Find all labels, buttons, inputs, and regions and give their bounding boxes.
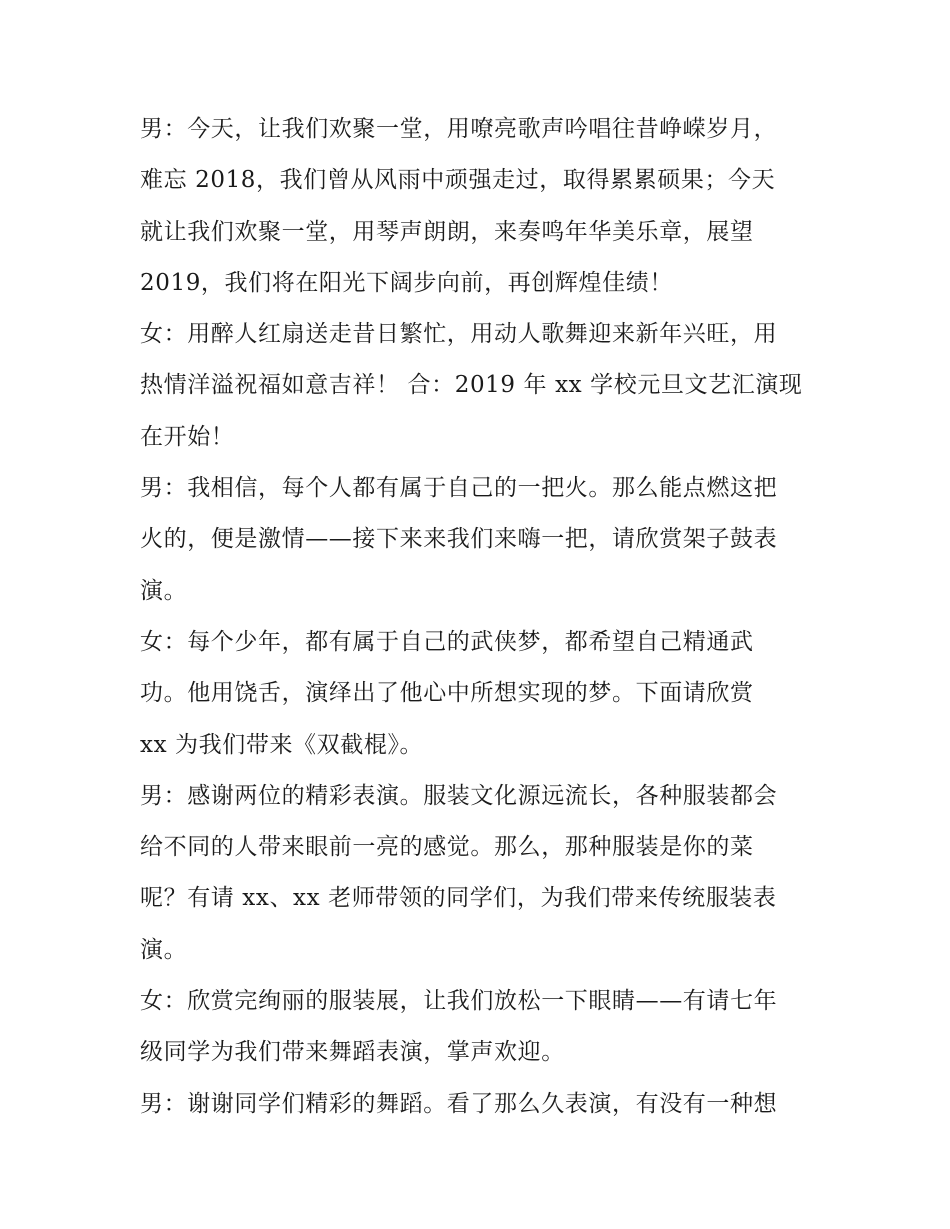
text-line: 女：欣赏完绚丽的服装展，让我们放松一下眼睛——有请七年 [140, 988, 778, 1015]
text-line: 男：今天，让我们欢聚一堂，用嘹亮歌声吟唱往昔峥嵘岁月， [140, 116, 778, 142]
paragraph-male-costume [140, 771, 816, 976]
text-line: 热情洋溢祝福如意吉祥！ 合：2019 年 xx 学校元旦文艺汇演现 [140, 372, 803, 399]
text-line: xx 为我们带来《双截棍》。 [140, 731, 424, 758]
text-line: 女：用醉人红扇送走昔日繁忙，用动人歌舞迎来新年兴旺，用 [140, 321, 778, 348]
text-line: 男：感谢两位的精彩表演。服装文化源远流长，各种服装都会 [140, 782, 778, 809]
text-line: 2019，我们将在阳光下阔步向前，再创辉煌佳绩！ [140, 269, 673, 296]
text-line: 男：谢谢同学们精彩的舞蹈。看了那么久表演，有没有一种想 [140, 1090, 778, 1117]
text-line: 火的，便是激情——接下来来我们来嗨一把，请欣赏架子鼓表 [140, 526, 778, 553]
paragraph-male-closing [140, 1079, 816, 1130]
text-line: 难忘 2018，我们曾从风雨中顽强走过，取得累累硕果；今天 [140, 167, 776, 194]
text-line: 演。 [140, 577, 188, 604]
text-line: 给不同的人带来眼前一亮的感觉。那么，那种服装是你的菜 [140, 834, 754, 861]
text-line: 功。他用饶舌，演绎出了他心中所想实现的梦。下面请欣赏 [140, 680, 754, 707]
paragraph-male-opening [140, 104, 816, 309]
paragraph-female-dance [140, 976, 816, 1079]
paragraph-female-opening [140, 309, 816, 463]
text-line: 演。 [140, 936, 188, 963]
paragraph-male-drums [140, 463, 816, 617]
text-line: 男：我相信，每个人都有属于自己的一把火。那么能点燃这把 [140, 475, 778, 502]
text-line: 呢？有请 xx、xx 老师带领的同学们，为我们带来传统服装表 [140, 885, 777, 912]
text-line: 级同学为我们带来舞蹈表演，掌声欢迎。 [140, 1039, 565, 1066]
text-line: 女：每个少年，都有属于自己的武侠梦，都希望自己精通武 [140, 628, 754, 655]
text-line: 在开始！ [140, 423, 235, 450]
paragraph-female-nunchucks [140, 617, 816, 771]
document-body [140, 104, 816, 1130]
text-line: 就让我们欢聚一堂，用琴声朗朗，来奏鸣年华美乐章，展望 [140, 218, 754, 245]
